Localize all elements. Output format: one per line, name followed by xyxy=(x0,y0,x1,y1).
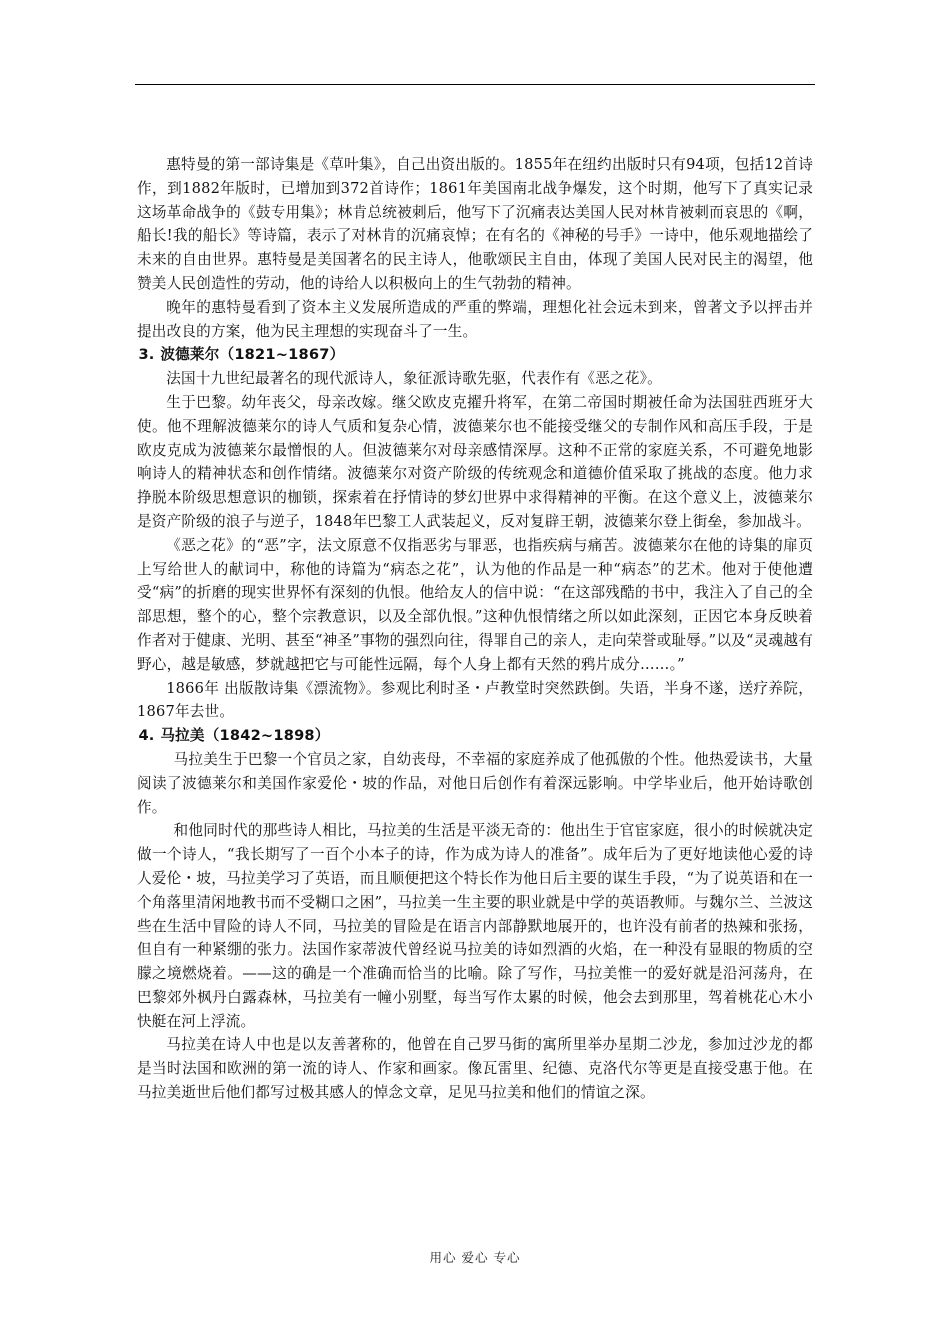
page-footer: 用心 爱心 专心 xyxy=(429,1250,521,1265)
paragraph-mallarme-youth: 马拉美生于巴黎一个官员之家，自幼丧母，不幸福的家庭养成了他孤傲的个性。他热爱读书，大量阅读了波德莱尔和美国作家爱伦・坡的作品，对他日后创作有着深远影响。中学毕业后，他开始诗歌创作。 xyxy=(137,750,813,816)
paragraph-whitman-late-years: 晚年的惠特曼看到了资本主义发展所造成的严重的弊端，理想化社会远未到来，曾著文予以抨击并提出改良的方案，他为民主理想的实现奋斗了一生。 xyxy=(137,298,813,340)
header-rule xyxy=(135,84,815,85)
section-heading-baudelaire xyxy=(137,343,813,367)
section-title: 波德莱尔（1821~1867） xyxy=(160,346,345,364)
paragraph-whitman-works: 惠特曼的第一部诗集是《草叶集》，自己出资出版的。1855年在纽约出版时只有94项，包括12首诗作，到1882年版时，已增加到372首诗作；1861年美国南北战争爆发，这个时期，他写下了真实记录这场革命战争的《鼓专用集》；林肯总统被刺后，他写下了沉痛表达美国人民对林肯被刺而哀思的《啊，船长!我的船长》等诗篇，表示了对林肯的沉痛哀悼；在有名的《神秘的号手》一诗中，他乐观地描绘了未来的自由世界。惠特曼是美国著名的民主诗人，他歌颂民主自由，体现了美国人民对民主的渴望，他赞美人民创造性的劳动，他的诗给人以积极向上的生气勃勃的精神。 xyxy=(137,156,813,292)
paragraph-baudelaire-flowers-of-evil: 《恶之花》的“恶”字，法文原意不仅指恶劣与罪恶，也指疾病与痛苦。波德莱尔在他的诗集的扉页上写给世人的献词中，称他的诗篇为“病态之花”，认为他的作品是一种“病态”的艺术。他对于使他遭受“病”的折磨的现实世界怀有深刻的仇恨。他给友人的信中说：“在这部残酷的书中，我注入了自己的全部思想，整个的心，整个宗教意识，以及全部仇恨。”这种仇恨情绪之所以如此深刻，正因它本身反映着作者对于健康、光明、甚至“神圣”事物的强烈向往，得罪自己的亲人，走向荣誉或耻辱。”以及“灵魂越有野心，越是敏感，梦就越把它与可能性远隔，每个人身上都有天然的鸦片成分……。” xyxy=(137,536,813,673)
paragraph-baudelaire-death: 1866年 出版散诗集《漂流物》。参观比利时圣・卢教堂时突然跌倒。失语，半身不遂，送疗养院，1867年去世。 xyxy=(137,679,813,721)
section-number: 3. xyxy=(138,346,155,364)
section-heading-mallarme xyxy=(137,724,813,748)
document-body xyxy=(137,153,813,1105)
paragraph-baudelaire-intro: 法国十九世纪最著名的现代派诗人，象征派诗歌先驱，代表作有《恶之花》。 xyxy=(166,370,662,388)
paragraph-mallarme-salon: 马拉美在诗人中也是以友善著称的，他曾在自己罗马街的寓所里举办星期二沙龙，参加过沙龙的都是当时法国和欧洲的第一流的诗人、作家和画家。像瓦雷里、纪德、克洛代尔等更是直接受惠于他。在马拉美逝世后他们都写过极其感人的悼念文章，足见马拉美和他们的情谊之深。 xyxy=(137,1036,813,1102)
section-title: 马拉美（1842~1898） xyxy=(160,727,330,745)
section-number: 4. xyxy=(138,727,155,745)
paragraph-mallarme-life: 和他同时代的那些诗人相比，马拉美的生活是平淡无奇的：他出生于官宦家庭，很小的时候就决定做一个诗人，“我长期写了一百个小本子的诗，作为成为诗人的准备”。成年后为了更好地读他心爱的诗人爱伦・坡，马拉美学习了英语，而且顺便把这个特长作为他日后主要的谋生手段，“为了说英语和在一个角落里清闲地教书而不受糊口之困”，马拉美一生主要的职业就是中学的英语教师。与魏尔兰、兰波这些在生活中冒险的诗人不同，马拉美的冒险是在语言内部静默地展开的，也许没有前者的热辣和张扬，但自有一种紧绷的张力。法国作家蒂波代曾经说马拉美的诗如烈酒的火焰，在一种没有显眼的物质的空朦之境燃烧着。——这的确是一个准确而恰当的比喻。除了写作，马拉美惟一的爱好就是沿河荡舟，在巴黎郊外枫丹白露森林，马拉美有一幢小别墅，每当写作太累的时候，他会去到那里，驾着桃花心木小快艇在河上浮流。 xyxy=(137,822,813,1030)
paragraph-baudelaire-life: 生于巴黎。幼年丧父，母亲改嫁。继父欧皮克擢升将军，在第二帝国时期被任命为法国驻西班牙大使。他不理解波德莱尔的诗人气质和复杂心情，波德莱尔也不能接受继父的专制作风和高压手段，于是欧皮克成为波德莱尔最憎恨的人。但波德莱尔对母亲感情深厚。这种不正常的家庭关系，不可避免地影响诗人的精神状态和创作情绪。波德莱尔对资产阶级的传统观念和道德价值采取了挑战的态度。他力求挣脱本阶级思想意识的枷锁，探索着在抒情诗的梦幻世界中求得精神的平衡。在这个意义上，波德莱尔是资产阶级的浪子与逆子，1848年巴黎工人武装起义，反对复辟王朝，波德莱尔登上街垒，参加战斗。 xyxy=(137,393,813,530)
